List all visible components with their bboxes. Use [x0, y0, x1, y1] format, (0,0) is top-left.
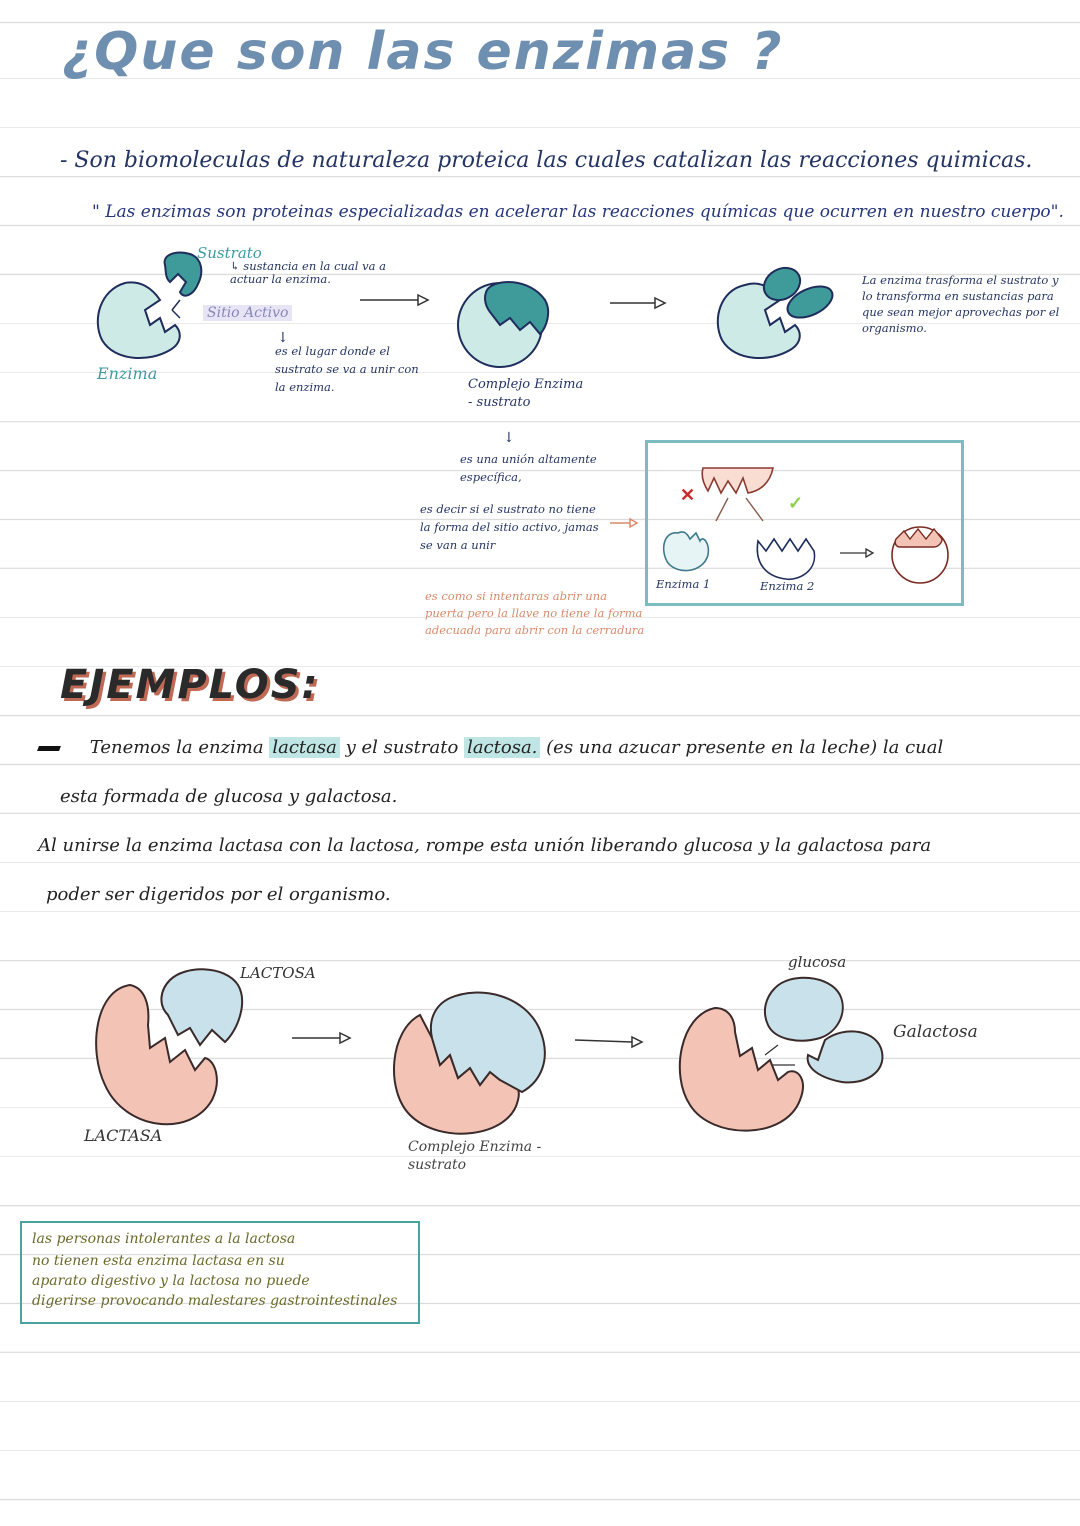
- lactosa-highlight: lactosa.: [464, 737, 540, 758]
- enzyme-2-label: Enzima 2: [760, 579, 815, 593]
- right-mark: ✓: [788, 493, 804, 514]
- active-site-label: Sitio Activo: [203, 305, 292, 321]
- definition-text: - Son biomoleculas de naturaleza proteica las cuales catalizan las reacciones quimicas.: [60, 148, 1033, 173]
- examples-heading: EJEMPLOS:: [60, 662, 320, 708]
- examples-line-2: esta formada de glucosa y galactosa.: [60, 786, 398, 807]
- lactasa-highlight: lactasa: [269, 737, 340, 758]
- note-line-4: digerirse provocando malestares gastrointestinales: [32, 1293, 398, 1309]
- lock-key-note: es como si intentaras abrir una puerta pero la llave no tiene la forma adecuada para abrir con la cerradura: [425, 589, 645, 637]
- transform-note: La enzima trasforma el sustrato y lo transforma en sustancias para que sean mejor aprovechas por el organismo.: [862, 273, 1060, 335]
- enzyme-label: Enzima: [97, 364, 158, 383]
- line1-part-c: (es una azucar presente en la leche) la cual: [546, 737, 944, 758]
- glucosa-label: glucosa: [788, 953, 847, 971]
- line1-part-b: y el sustrato: [345, 737, 459, 758]
- active-site-description: es el lugar donde el sustrato se va a unir con la enzima.: [275, 344, 419, 394]
- substrate-label: Sustrato: [197, 244, 262, 262]
- specific-note-1: es una unión altamente específica,: [460, 452, 597, 484]
- line1-part-a: Tenemos la enzima: [89, 737, 264, 758]
- specific-note-2: es decir si el sustrato no tiene la forma del sitio activo, jamas se van a unir: [420, 502, 599, 552]
- wrong-mark: ✕: [680, 485, 696, 506]
- lactosa-label: LACTOSA: [240, 964, 316, 982]
- enzyme-1-label: Enzima 1: [656, 577, 711, 591]
- lactose-intolerance-note: [20, 1221, 420, 1324]
- complex-label: Complejo Enzima - sustrato: [468, 377, 584, 410]
- substrate-description: ↳ sustancia en la cual va a actuar la enzima.: [230, 259, 386, 286]
- note-line-2: no tienen esta enzima lactasa en su: [32, 1253, 285, 1269]
- galactosa-label: Galactosa: [893, 1022, 978, 1042]
- note-line-3: aparato digestivo y la lactosa no puede: [32, 1273, 310, 1289]
- note-line-1: las personas intolerantes a la lactosa: [32, 1231, 296, 1247]
- svg-text:↓: ↓: [277, 330, 289, 346]
- quote-text: " Las enzimas son proteinas especializadas en acelerar las reacciones químicas que ocurren en nuestro cuerpo".: [92, 202, 1064, 222]
- examples-line-4: poder ser digeridos por el organismo.: [46, 884, 391, 905]
- glucosa-shape: [765, 978, 843, 1041]
- lactasa-label: LACTASA: [84, 1126, 163, 1145]
- svg-text:↓: ↓: [503, 430, 515, 446]
- examples-line-3: Al unirse la enzima lactasa con la lactosa, rompe esta unión liberando glucosa y la galactosa para: [38, 835, 932, 856]
- lactosa-substrate-shape: [161, 969, 242, 1045]
- page-title: ¿Que son las enzimas ?: [62, 22, 784, 82]
- complex-label-2: Complejo Enzima - sustrato: [408, 1139, 542, 1173]
